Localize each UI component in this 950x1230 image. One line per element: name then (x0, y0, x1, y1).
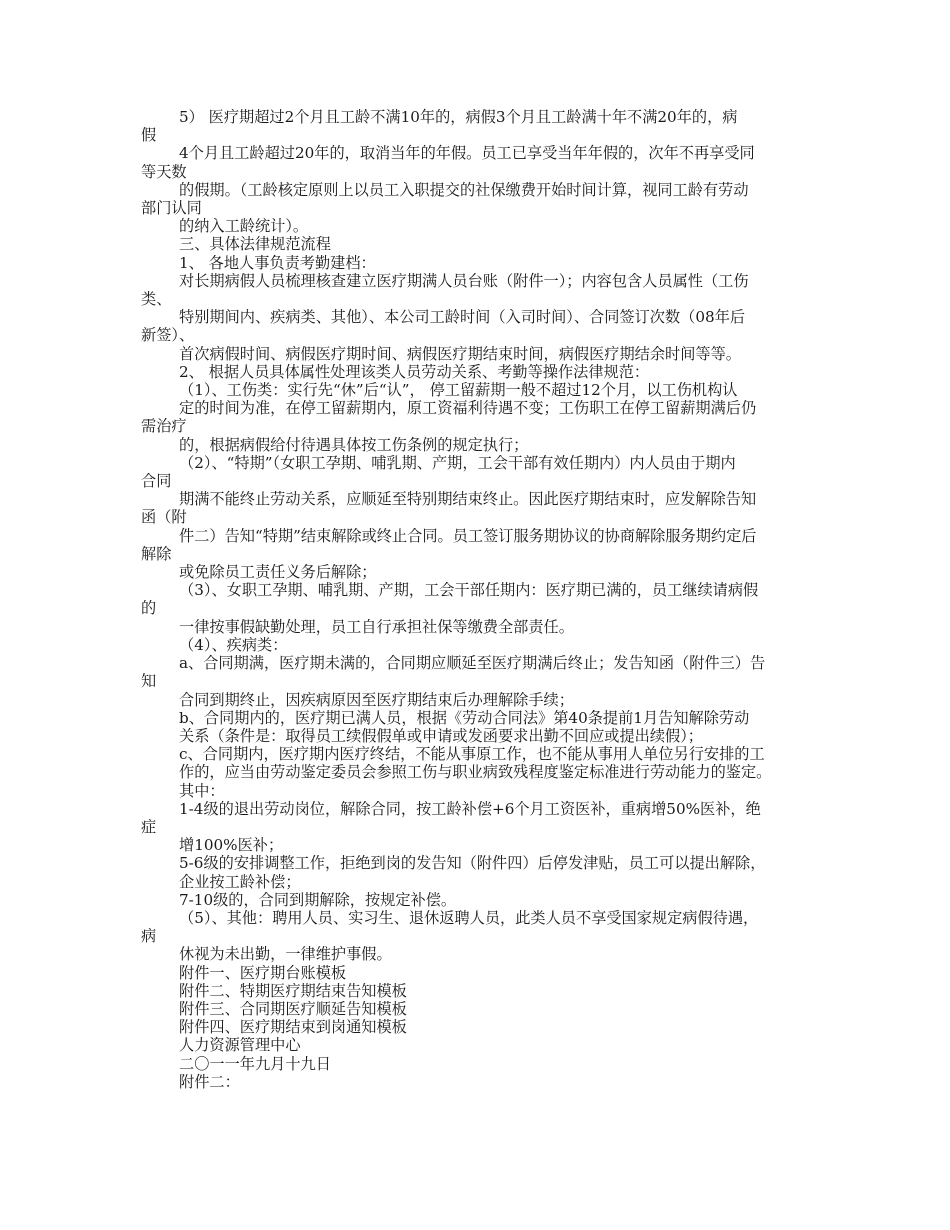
paragraph-line: 的，根据病假给付待遇具体按工伤条例的规定执行； (179, 435, 529, 454)
paragraph-line: 作的，应当由劳动鉴定委员会参照工伤与职业病致残程度鉴定标准进行劳动能力的鉴定。 (179, 763, 772, 782)
paragraph-line: 附件二： (179, 1072, 240, 1091)
paragraph-line: （1）、工伤类：实行先“休”后“认”， 停工留薪期一般不超过12个月，以工伤机构认 (179, 381, 738, 400)
paragraph-line: 首次病假时间、病假医疗期时间、病假医疗期结束时间，病假医疗期结余时间等等。 (179, 344, 741, 363)
paragraph-line: 5-6级的安排调整工作，拒绝到岗的发告知（附件四）后停发津贴，员工可以提出解除， (179, 854, 766, 873)
paragraph-line: （3）、女职工孕期、哺乳期、产期，工会干部任期内：医疗期已满的，员工继续请病假 (179, 581, 759, 600)
wrapped-line-continuation: 部门认同 (141, 199, 202, 218)
paragraph-line: （4）、疾病类： (179, 635, 288, 654)
paragraph-line: 7-10级的，合同到期解除，按规定补偿。 (179, 890, 457, 909)
wrapped-line-continuation: 类、 (141, 290, 172, 309)
paragraph-line: 增100%医补； (179, 836, 284, 855)
document-body (141, 108, 813, 1091)
paragraph-line: 三、具体法律规范流程 (179, 235, 331, 254)
wrapped-line-continuation: 合同 (141, 472, 172, 491)
paragraph-line: 对长期病假人员梳理核查建立医疗期满人员台账（附件一）；内容包含人员属性（工伤 (179, 271, 749, 290)
paragraph-line: 人力资源管理中心 (179, 1036, 301, 1055)
paragraph-line: 件二）告知“特期”结束解除或终止合同。员工签订服务期协议的协商解除服务期约定后 (179, 526, 757, 545)
paragraph-line: 附件二、特期医疗期结束告知模板 (179, 981, 407, 1000)
wrapped-line-continuation: 知 (141, 672, 157, 691)
paragraph-line: 关系（条件是：取得员工续假假单或申请或发函要求出勤不回应或提出续假）； (179, 726, 703, 745)
wrapped-line-continuation: 症 (141, 817, 157, 836)
paragraph-line: 4个月且工龄超过20年的，取消当年的年假。员工已享受当年年假的，次年不再享受同 (179, 144, 755, 163)
wrapped-line-continuation: 的 (141, 599, 157, 618)
paragraph-line: 期满不能终止劳动关系，应顺延至特别期结束终止。因此医疗期结束时，应发解除告知 (179, 490, 757, 509)
paragraph-line: 1-4级的退出劳动岗位，解除合同，按工龄补偿+6个月工资医补，重病增50%医补，绝 (179, 799, 761, 818)
paragraph-line: 休视为未出勤，一律维护事假。 (179, 945, 392, 964)
paragraph-line: c、合同期内，医疗期内医疗终结，不能从事原工作，也不能从事用人单位另行安排的工 (179, 745, 765, 764)
paragraph-line: 或免除员工责任义务后解除； (179, 563, 377, 582)
paragraph-line: 其中： (179, 781, 225, 800)
wrapped-line-continuation: 新签）、 (141, 326, 195, 345)
wrapped-line-continuation: 等天数 (141, 162, 187, 181)
paragraph-line: 的假期。（工龄核定原则上以员工入职提交的社保缴费开始时间计算，视同工龄有劳动 (179, 180, 749, 199)
paragraph-line: 附件四、医疗期结束到岗通知模板 (179, 1018, 407, 1037)
paragraph-line: （5）、其他：聘用人员、实习生、退休返聘人员，此类人员不享受国家规定病假待遇， (179, 908, 759, 927)
wrapped-line-continuation: 病 (141, 927, 157, 946)
paragraph-line: a、合同期满，医疗期未满的，合同期应顺延至医疗期满后终止；发告知函（附件三）告 (179, 654, 766, 673)
wrapped-line-continuation: 假 (141, 126, 157, 145)
wrapped-line-continuation: 函（附 (141, 508, 187, 527)
paragraph-line: 特别期间内、疾病类、其他）、本公司工龄时间（入司时间）、合同签订次数（08年后 (179, 308, 746, 327)
paragraph-line: 1、 各地人事负责考勤建档： (179, 253, 376, 272)
paragraph-line: （2）、“特期”（女职工孕期、哺乳期、产期，工会干部有效任期内）内人员由于期内 (179, 453, 736, 472)
paragraph-line: 二〇一一年九月十九日 (179, 1054, 331, 1073)
paragraph-line: 的纳入工龄统计）。 (179, 217, 309, 236)
paragraph-line: 2、 根据人员具体属性处理该类人员劳动关系、考勤等操作法律规范： (179, 362, 650, 381)
paragraph-line: 一律按事假缺勤处理，员工自行承担社保等缴费全部责任。 (179, 617, 574, 636)
wrapped-line-continuation: 解除 (141, 544, 172, 563)
paragraph-line: 定的时间为准，在停工留薪期内，原工资福利待遇不变；工伤职工在停工留薪期满后仍 (179, 399, 757, 418)
paragraph-line: 附件一、医疗期台账模板 (179, 963, 347, 982)
paragraph-line: 合同到期终止，因疾病原因至医疗期结束后办理解除手续； (179, 690, 574, 709)
paragraph-line: 5） 医疗期超过2个月且工龄不满10年的，病假3个月且工龄满十年不满20年的，病 (179, 108, 738, 126)
paragraph-line: 企业按工龄补偿； (179, 872, 301, 891)
wrapped-line-continuation: 需治疗 (141, 417, 187, 436)
paragraph-line: 附件三、合同期医疗顺延告知模板 (179, 999, 407, 1018)
paragraph-line: b、合同期内的，医疗期已满人员，根据《劳动合同法》第40条提前1月告知解除劳动 (179, 708, 750, 727)
